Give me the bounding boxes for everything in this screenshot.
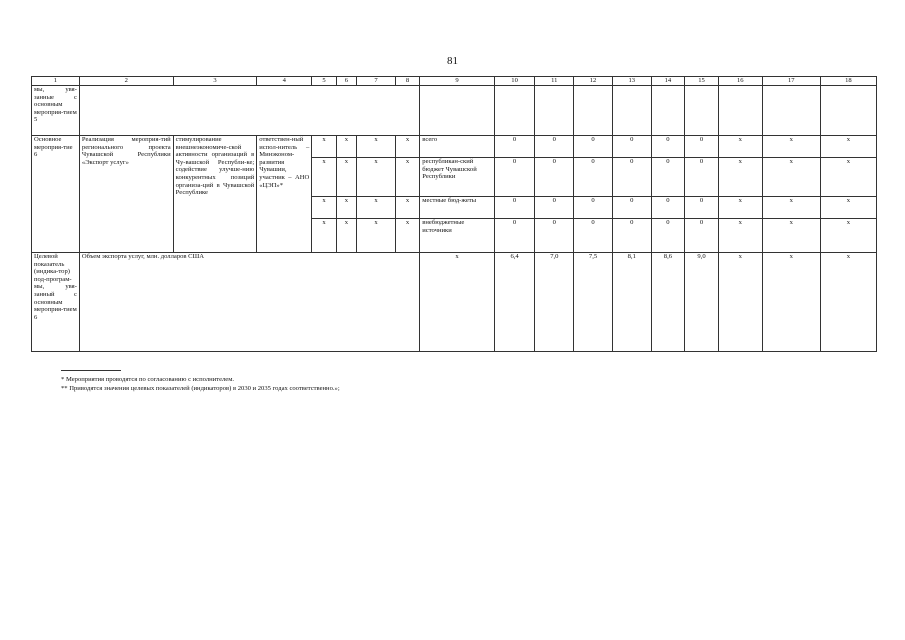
header-cell: 3	[173, 77, 257, 86]
value-cell: 6,4	[494, 253, 535, 352]
header-cell: 12	[574, 77, 613, 86]
table-row	[32, 253, 877, 352]
program-table	[31, 76, 877, 352]
cell: x	[762, 253, 820, 352]
footnote: * Мероприятия проводятся по согласованию с исполнителем.	[61, 376, 235, 383]
row-label: мы, увя-занные с основным мероприя-тием 5	[32, 86, 80, 136]
page-number: 81	[447, 55, 458, 67]
cell: x	[820, 136, 876, 158]
header-cell: 5	[312, 77, 336, 86]
header-cell: 10	[494, 77, 535, 86]
value-cell: 0	[612, 158, 651, 197]
empty-cell	[762, 86, 820, 136]
value-cell: 0	[685, 197, 719, 219]
value-cell: 0	[612, 197, 651, 219]
value-cell: 0	[574, 158, 613, 197]
row-label: Основное мероприя-тие 6	[32, 136, 80, 253]
value-cell: 0	[535, 158, 574, 197]
cell: x	[718, 253, 762, 352]
value-cell: 0	[651, 219, 685, 253]
funding-source: местные бюд-жеты	[420, 197, 494, 219]
cell: x	[357, 197, 396, 219]
cell: x	[336, 219, 356, 253]
cell: x	[820, 158, 876, 197]
value-cell: 9,0	[685, 253, 719, 352]
footnotes	[61, 370, 340, 393]
value-cell: 0	[651, 197, 685, 219]
value-cell: 0	[612, 136, 651, 158]
row-label: Целевой показатель (индика-тор) под-програм-мы, увя-занный с основным мероприя-тием 6	[32, 253, 80, 352]
empty-cell	[718, 86, 762, 136]
cell: x	[357, 136, 396, 158]
event-name: Реализация мероприя-тий регионального проекта Чувашской Республики «Экспорт услуг»	[79, 136, 173, 253]
cell: x	[312, 219, 336, 253]
funding-source: всего	[420, 136, 494, 158]
empty-cell	[651, 86, 685, 136]
cell: x	[395, 158, 419, 197]
header-row	[32, 77, 877, 86]
cell: x	[395, 219, 419, 253]
value-cell: 7,0	[535, 253, 574, 352]
empty-cell	[574, 86, 613, 136]
empty-cell	[685, 86, 719, 136]
value-cell: 0	[651, 136, 685, 158]
cell: x	[395, 136, 419, 158]
cell: x	[718, 158, 762, 197]
value-cell: 0	[535, 136, 574, 158]
header-cell: 9	[420, 77, 494, 86]
cell: x	[357, 219, 396, 253]
empty-cell	[79, 86, 419, 136]
event-executor: ответствен-ный испол-нитель – Минэконом-развития Чувашии, участник – АНО «ЦЭП»*	[257, 136, 312, 253]
header-cell: 17	[762, 77, 820, 86]
value-cell: 7,5	[574, 253, 613, 352]
footnote-divider	[61, 370, 121, 371]
empty-cell	[612, 86, 651, 136]
funding-source: республикан-ский бюджет Чувашской Республики	[420, 158, 494, 197]
header-cell: 15	[685, 77, 719, 86]
cell: x	[312, 197, 336, 219]
value-cell: 0	[612, 219, 651, 253]
value-cell: 0	[574, 219, 613, 253]
table-row	[32, 86, 877, 136]
value-cell: 0	[494, 219, 535, 253]
value-cell: 0	[494, 197, 535, 219]
cell: x	[762, 136, 820, 158]
header-cell: 8	[395, 77, 419, 86]
footnote: ** Приводятся значения целевых показателей (индикаторов) в 2030 и 2035 годах соответственно.»;	[61, 385, 340, 392]
value-cell: 0	[494, 136, 535, 158]
cell: x	[420, 253, 494, 352]
value-cell: 0	[494, 158, 535, 197]
value-cell: 0	[685, 219, 719, 253]
cell: x	[312, 136, 336, 158]
header-cell: 16	[718, 77, 762, 86]
event-result: стимулирование внешнеэкономиче-ской активности организаций в Чу-вашской Республи-ке; содействие улучше-нию конкурентных позиций организа-ций в Чувашской Республике	[173, 136, 257, 253]
indicator-name: Объем экспорта услуг, млн. долларов США	[79, 253, 419, 352]
empty-cell	[820, 86, 876, 136]
header-cell: 4	[257, 77, 312, 86]
header-cell: 18	[820, 77, 876, 86]
value-cell: 0	[535, 197, 574, 219]
cell: x	[395, 197, 419, 219]
cell: x	[762, 158, 820, 197]
header-cell: 2	[79, 77, 173, 86]
value-cell: 0	[651, 158, 685, 197]
cell: x	[336, 136, 356, 158]
value-cell: 0	[574, 136, 613, 158]
value-cell: 8,6	[651, 253, 685, 352]
value-cell: 0	[685, 158, 719, 197]
header-cell: 13	[612, 77, 651, 86]
cell: x	[718, 219, 762, 253]
header-cell: 14	[651, 77, 685, 86]
empty-cell	[535, 86, 574, 136]
cell: x	[820, 253, 876, 352]
cell: x	[762, 197, 820, 219]
cell: x	[820, 197, 876, 219]
value-cell: 0	[574, 197, 613, 219]
cell: x	[336, 197, 356, 219]
header-cell: 11	[535, 77, 574, 86]
empty-cell	[420, 86, 494, 136]
value-cell: 0	[685, 136, 719, 158]
cell: x	[336, 158, 356, 197]
value-cell: 8,1	[612, 253, 651, 352]
header-cell: 7	[357, 77, 396, 86]
empty-cell	[494, 86, 535, 136]
cell: x	[718, 197, 762, 219]
cell: x	[312, 158, 336, 197]
cell: x	[820, 219, 876, 253]
value-cell: 0	[535, 219, 574, 253]
header-cell: 1	[32, 77, 80, 86]
header-cell: 6	[336, 77, 356, 86]
funding-source: внебюджетные источники	[420, 219, 494, 253]
cell: x	[718, 136, 762, 158]
table-row	[32, 136, 877, 158]
cell: x	[762, 219, 820, 253]
cell: x	[357, 158, 396, 197]
